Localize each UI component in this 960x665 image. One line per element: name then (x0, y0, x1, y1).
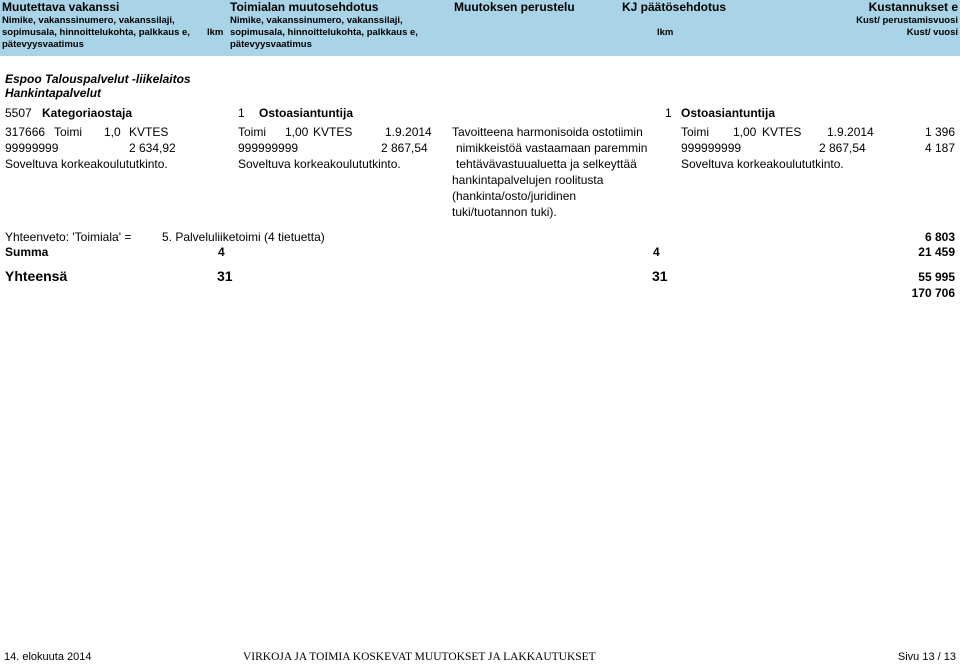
decision-salary: 2 867,54 (819, 141, 866, 155)
reason-line-3: tehtävävastuualuetta ja selkeyttää (456, 157, 637, 171)
header-costs-title: Kustannukset e (868, 0, 958, 14)
reason-line-1: Tavoitteena harmonisoida ostotiimin (452, 125, 643, 139)
footer-report-title: VIRKOJA JA TOIMIA KOSKEVAT MUUTOKSET JA LAKKAUTUKSET (243, 651, 596, 663)
header-cost-year-label: Kust/ vuosi (906, 27, 958, 38)
current-position-pay-code: 99999999 (5, 141, 59, 155)
summary-cost: 6 803 (924, 230, 955, 244)
reason-line-2: nimikkeistöä vastaamaan paremmin (456, 141, 648, 155)
total-decision-count: 31 (652, 268, 668, 284)
proposal-salary: 2 867,54 (381, 141, 428, 155)
sum-cost: 21 459 (918, 245, 955, 259)
current-position-salary: 2 634,92 (129, 141, 176, 155)
proposal-qualification: Soveltuva korkeakoulututkinto. (238, 157, 401, 171)
reason-line-6: tuki/tuotannon tuki). (452, 205, 557, 219)
group-count-decision: 1 (665, 106, 672, 120)
sum-label: Summa (5, 245, 49, 259)
proposal-position-type: Toimi (238, 125, 267, 139)
total-proposal-count: 31 (217, 268, 233, 284)
org-subunit-title: Hankintapalvelut (5, 86, 102, 100)
current-position-type: Toimi (54, 125, 83, 139)
group-title-proposal: Ostoasiantuntija (259, 106, 354, 120)
total-cost-setup: 55 995 (918, 270, 955, 284)
decision-pay-code: 999999999 (681, 141, 742, 155)
summary-value: 5. Palveluliiketoimi (4 tietuetta) (162, 230, 325, 244)
current-position-qualification: Soveltuva korkeakoulututkinto. (5, 157, 168, 171)
current-position-agreement: KVTES (129, 125, 169, 139)
header-current-position-subtitle-1: Nimike, vakanssinumero, vakanssilaji, (2, 15, 175, 26)
proposal-pay-code: 999999999 (238, 141, 299, 155)
summary-label: Yhteenveto: 'Toimiala' = (5, 230, 132, 244)
header-reason-title: Muutoksen perustelu (454, 0, 575, 14)
footer-date: 14. elokuuta 2014 (4, 651, 92, 663)
decision-position-type: Toimi (681, 125, 710, 139)
header-decision-title: KJ päätösehdotus (622, 0, 727, 14)
header-current-position-subtitle-2: sopimusala, hinnoittelukohta, palkkaus e, (2, 27, 190, 38)
current-position-fte: 1,0 (104, 125, 121, 139)
header-decision-count-label: lkm (657, 27, 674, 38)
header-current-count-label: lkm (207, 27, 224, 38)
total-label: Yhteensä (5, 268, 68, 284)
proposal-start-date: 1.9.2014 (385, 125, 432, 139)
group-title-decision: Ostoasiantuntija (681, 106, 776, 120)
proposal-position-fte: 1,00 (285, 125, 309, 139)
header-current-position-title: Muutettava vakanssi (2, 0, 120, 14)
group-name: Kategoriaostaja (42, 106, 133, 120)
header-cost-setup-label: Kust/ perustamisvuosi (856, 15, 958, 26)
cost-per-year: 4 187 (924, 141, 955, 155)
header-proposal-subtitle-2: sopimusala, hinnoittelukohta, palkkaus e, (230, 27, 418, 38)
header-current-position-subtitle-3: pätevyysvaatimus (2, 39, 84, 50)
reason-line-4: hankintapalvelujen roolitusta (452, 173, 604, 187)
decision-start-date: 1.9.2014 (827, 125, 874, 139)
proposal-position-agreement: KVTES (313, 125, 353, 139)
decision-qualification: Soveltuva korkeakoulututkinto. (681, 157, 844, 171)
org-unit-title: Espoo Talouspalvelut -liikelaitos (5, 72, 191, 86)
decision-position-fte: 1,00 (733, 125, 757, 139)
cost-setup-year: 1 396 (924, 125, 955, 139)
header-proposal-title: Toimialan muutosehdotus (230, 0, 379, 14)
sum-proposal-count: 4 (218, 245, 225, 259)
reason-line-5: (hankinta/osto/juridinen (452, 189, 577, 203)
sum-decision-count: 4 (653, 245, 660, 259)
group-count-proposal: 1 (238, 106, 245, 120)
group-code: 5507 (5, 106, 32, 120)
header-proposal-subtitle-3: pätevyysvaatimus (230, 39, 312, 50)
header-proposal-subtitle-1: Nimike, vakanssinumero, vakanssilaji, (230, 15, 403, 26)
current-position-number: 317666 (5, 125, 46, 139)
decision-position-agreement: KVTES (762, 125, 802, 139)
total-cost-year: 170 706 (911, 286, 955, 300)
footer-page-number: Sivu 13 / 13 (897, 651, 956, 663)
